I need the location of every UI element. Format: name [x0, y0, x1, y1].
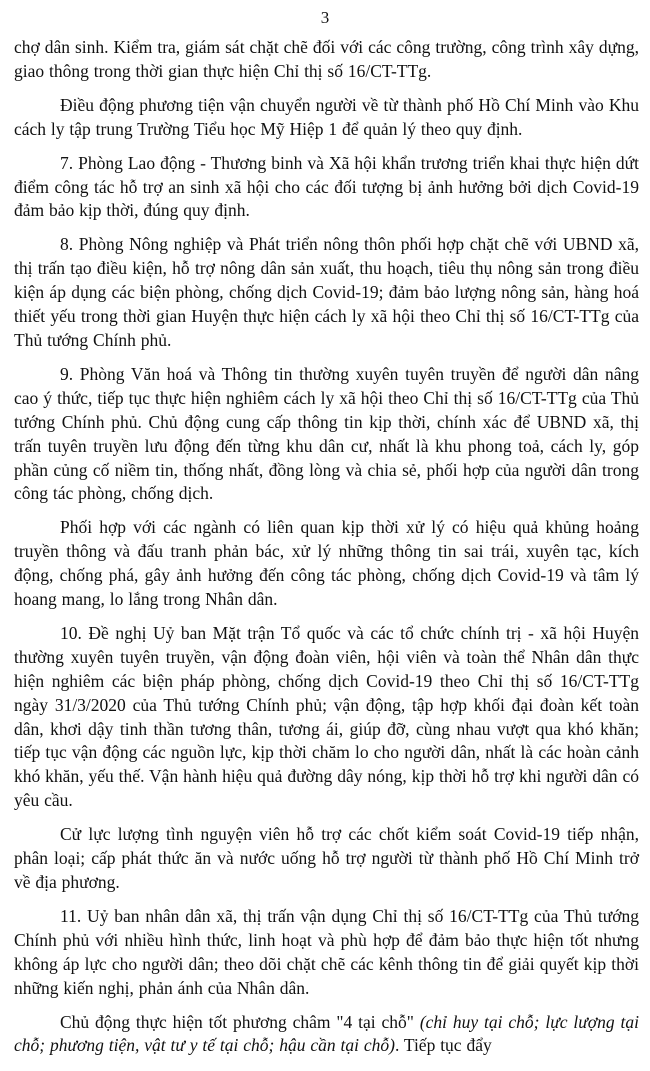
four-on-site-tail: . Tiếp tục đẩy	[394, 1035, 492, 1056]
paragraph-item-11: 11. Uỷ ban nhân dân xã, thị trấn vận dụng Chỉ thị số 16/CT-TTg của Thủ tướng Chính phủ với nhiều hình thức, linh hoạt và phù hợp để đảm bảo thực hiện tốt nhưng không áp lực cho người dân; theo dõi chặt chẽ các kênh thông tin để giải quyết kịp thời những kiến nghị, phản ánh của Nhân dân.	[14, 905, 639, 998]
paragraph-item-7: 7. Phòng Lao động - Thương binh và Xã hội khẩn trương triển khai thực hiện dứt điểm công tác hỗ trợ an sinh xã hội cho các đối tượng bị ảnh hưởng bởi dịch Covid-19 đảm bảo kịp thời, đúng quy định.	[14, 152, 639, 221]
paragraph-item-10: 10. Đề nghị Uỷ ban Mặt trận Tổ quốc và các tổ chức chính trị - xã hội Huyện thường xuyên tuyên truyền, vận động đoàn viên, hội viên và toàn thể Nhân dân thực hiện nghiêm các biện pháp phòng, chống dịch Covid-19 theo Chỉ thị số 16/CT-TTg ngày 31/3/2020 của Thủ tướng Chính phủ; vận động, tập hợp khối đại đoàn kết toàn dân, khơi dậy tinh thần tương thân, tương ái, giúp đỡ, cùng nhau vượt qua khó khăn; tiếp tục vận động các nguồn lực, kịp thời chăm lo cho người dân, nhất là các hoàn cảnh khó khăn, yếu thế. Vận hành hiệu quả đường dây nóng, kịp thời hỗ trợ khi người dân có yêu cầu.	[14, 622, 639, 811]
paragraph-item-9: 9. Phòng Văn hoá và Thông tin thường xuyên tuyên truyền để người dân nâng cao ý thức, tiếp tục thực hiện nghiêm cách ly xã hội theo Chỉ thị số 16/CT-TTg của Thủ tướng Chính phủ. Chủ động cung cấp thông tin kịp thời, chính xác để UBND xã, thị trấn tuyên truyền lưu động đến từng khu dân cư, nhất là khu phong toả, cách ly, góp phần củng cố niềm tin, thống nhất, đồng lòng và chia sẻ, phối hợp của người dân trong công tác phòng, chống dịch.	[14, 363, 639, 504]
paragraph-continuation: chợ dân sinh. Kiểm tra, giám sát chặt chẽ đối với các công trường, công trình xây dựng, giao thông trong thời gian thực hiện Chỉ thị số 16/CT-TTg.	[14, 37, 639, 81]
four-on-site-lead: Chủ động thực hiện tốt phương châm "4 tại chỗ"	[60, 1011, 420, 1032]
paragraph-four-on-site	[14, 1011, 639, 1059]
document-body	[14, 36, 639, 1068]
paragraph-volunteers: Cử lực lượng tình nguyện viên hỗ trợ các chốt kiểm soát Covid-19 tiếp nhận, phân loại; cấp phát thức ăn và nước uống hỗ trợ người từ thành phố Hồ Chí Minh trở về địa phương.	[14, 824, 639, 892]
paragraph-item-8: 8. Phòng Nông nghiệp và Phát triển nông thôn phối hợp chặt chẽ với UBND xã, thị trấn tạo điều kiện, hỗ trợ nông dân sản xuất, thu hoạch, tiêu thụ nông sản trong điều kiện áp dụng các biện phòng, chống dịch Covid-19; đảm bảo lượng nông sản, hàng hoá thiết yếu trong thời gian Huyện thực hiện cách ly xã hội theo Chỉ thị số 16/CT-TTg của Thủ tướng Chính phủ.	[14, 234, 639, 350]
paragraph-transport-directive: Điều động phương tiện vận chuyển người về từ thành phố Hồ Chí Minh vào Khu cách ly tập trung Trường Tiểu học Mỹ Hiệp 1 để quản lý theo quy định.	[14, 94, 639, 139]
page-number: 3	[320, 8, 330, 27]
four-on-site-italic: (chỉ huy tại chỗ; lực lượng tại chỗ; phương tiện, vật tư y tế tại chỗ; hậu cần tại chỗ)	[14, 1011, 639, 1056]
paragraph-media-coordination: Phối hợp với các ngành có liên quan kịp thời xử lý có hiệu quả khủng hoảng truyền thông và đấu tranh phản bác, xử lý những thông tin sai trái, xuyên tạc, kích động, chống phá, gây ảnh hưởng đến công tác phòng, chống dịch Covid-19 và tâm lý hoang mang, lo lắng trong Nhân dân.	[14, 517, 639, 610]
